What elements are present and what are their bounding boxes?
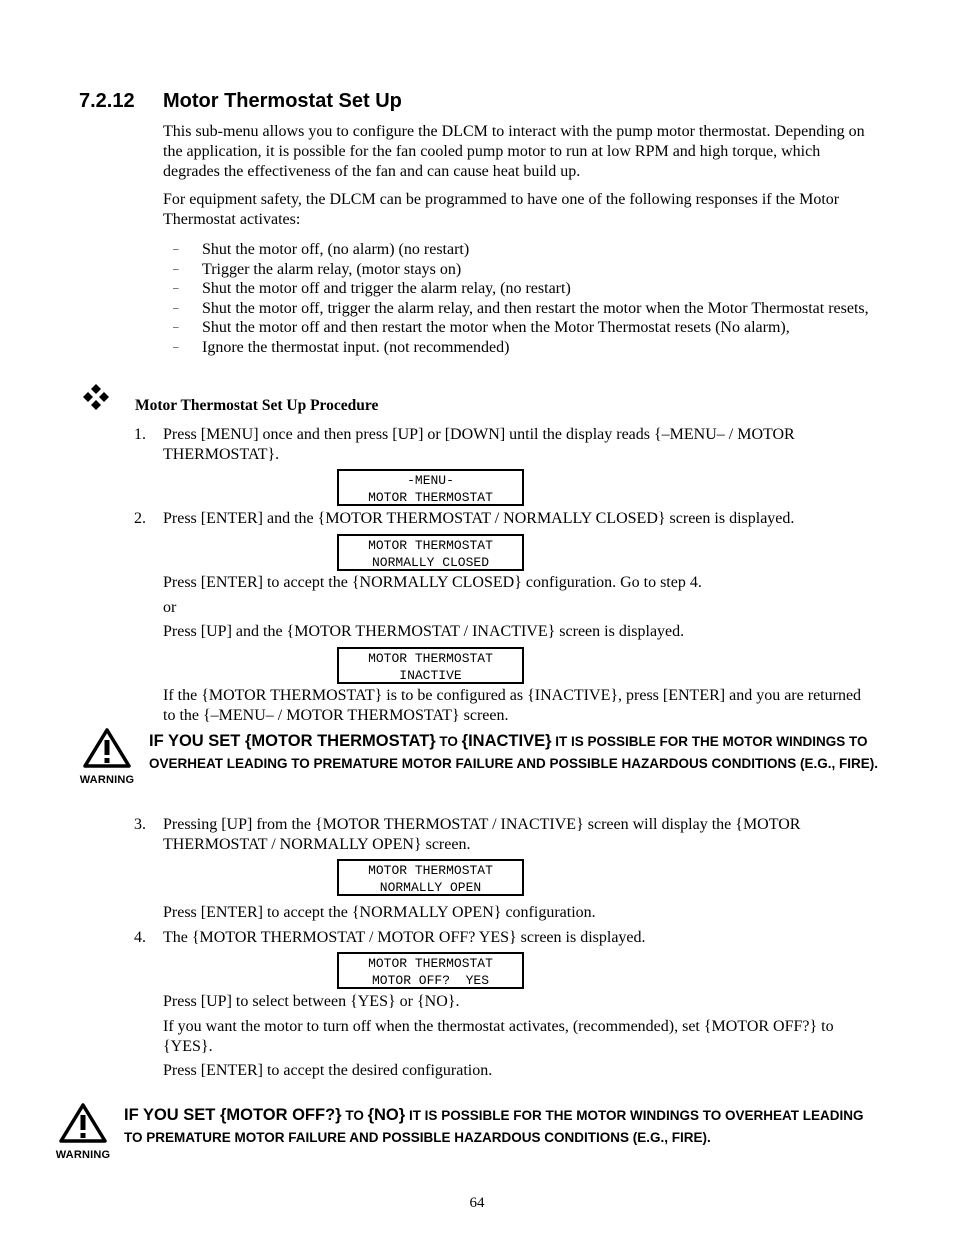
four-diamonds-icon — [81, 383, 111, 413]
accept-desired-text: Press [ENTER] to accept the desired configuration. — [163, 1062, 493, 1079]
page-number: 64 — [469, 1195, 485, 1211]
section-number: 7.2.12 — [79, 90, 135, 112]
list-item: – Shut the motor off, trigger the alarm relay, and then restart the motor when the Motor Thermostat resets, — [173, 299, 869, 317]
section-title: Motor Thermostat Set Up — [163, 90, 402, 112]
inactive-note-text: If the {MOTOR THERMOSTAT} is to be configured as {INACTIVE}, press [ENTER] and you are returned to the {–MENU– / MOTOR THERMOSTAT} screen. — [163, 687, 862, 724]
accept-normally-closed-text: Press [ENTER] to accept the {NORMALLY CLOSED} configuration. Go to step 4. — [163, 574, 702, 591]
warning-label: WARNING — [55, 1149, 111, 1161]
section-heading — [79, 88, 402, 114]
lcd-display-normally-open: MOTOR THERMOSTAT NORMALLY OPEN — [337, 859, 524, 896]
list-item: – Ignore the thermostat input. (not recommended) — [173, 338, 510, 356]
intro-paragraph-2: For equipment safety, the DLCM can be programmed to have one of the following responses if the Motor Thermostat activates: — [163, 191, 840, 228]
bullet-marker: – — [173, 282, 179, 294]
bullet-marker: – — [173, 262, 179, 275]
list-item: – Trigger the alarm relay, (motor stays on) — [173, 260, 462, 278]
intro-paragraph-1: This sub-menu allows you to configure the DLCM to interact with the pump motor thermostat. Depending on the application, it is possible for the fan cooled pump motor to run at low RPM and high torque, which degrades the effectiveness of the fan and can cause heat build up. — [163, 123, 865, 180]
warning-label: WARNING — [79, 774, 135, 786]
accept-normally-open-text: Press [ENTER] to accept the {NORMALLY OPEN} configuration. — [163, 904, 596, 921]
list-item: – Shut the motor off and trigger the alarm relay, (no restart) — [173, 280, 571, 297]
list-item: – Shut the motor off, (no alarm) (no restart) — [173, 241, 470, 258]
warning-triangle-icon — [77, 728, 137, 768]
warning-sign-2 — [53, 1103, 113, 1161]
recommend-text: If you want the motor to turn off when the thermostat activates, (recommended), set {MOTOR OFF?} to {YES}. — [163, 1018, 834, 1055]
bullet-marker: – — [173, 340, 179, 353]
bullet-marker: – — [173, 301, 179, 314]
lcd-display-motor-off: MOTOR THERMOSTAT MOTOR OFF? YES — [337, 952, 524, 989]
warning-text-2: IF YOU SET {MOTOR OFF?} TO {NO} IT IS POSSIBLE FOR THE MOTOR WINDINGS TO OVERHEAT LEADING TO PREMATURE MOTOR FAILURE AND POSSIBLE HAZARDOUS CONDITIONS (E.G., FIRE). — [124, 1106, 864, 1145]
bullet-marker: – — [173, 321, 179, 333]
select-yes-no-text: Press [UP] to select between {YES} or {NO}. — [163, 993, 460, 1010]
press-up-inactive-text: Press [UP] and the {MOTOR THERMOSTAT / INACTIVE} screen is displayed. — [163, 623, 685, 640]
or-text: or — [163, 599, 177, 616]
lcd-display-menu: -MENU- MOTOR THERMOSTAT — [337, 469, 524, 506]
warning-triangle-icon — [53, 1103, 113, 1143]
warning-text-1: IF YOU SET {MOTOR THERMOSTAT} TO {INACTIVE} IT IS POSSIBLE FOR THE MOTOR WINDINGS TO OVERHEAT LEADING TO PREMATURE MOTOR FAILURE AND POSSIBLE HAZARDOUS CONDITIONS (E.G., FIRE). — [149, 732, 879, 771]
procedure-title: Motor Thermostat Set Up Procedure — [135, 397, 379, 414]
bullet-marker: – — [173, 243, 179, 255]
list-item: – Shut the motor off and then restart the motor when the Motor Thermostat resets (No alarm), — [173, 319, 790, 336]
response-list — [163, 240, 875, 357]
lcd-display-inactive: MOTOR THERMOSTAT INACTIVE — [337, 647, 524, 684]
lcd-display-normally-closed: MOTOR THERMOSTAT NORMALLY CLOSED — [337, 534, 524, 571]
warning-sign-1 — [77, 728, 137, 786]
